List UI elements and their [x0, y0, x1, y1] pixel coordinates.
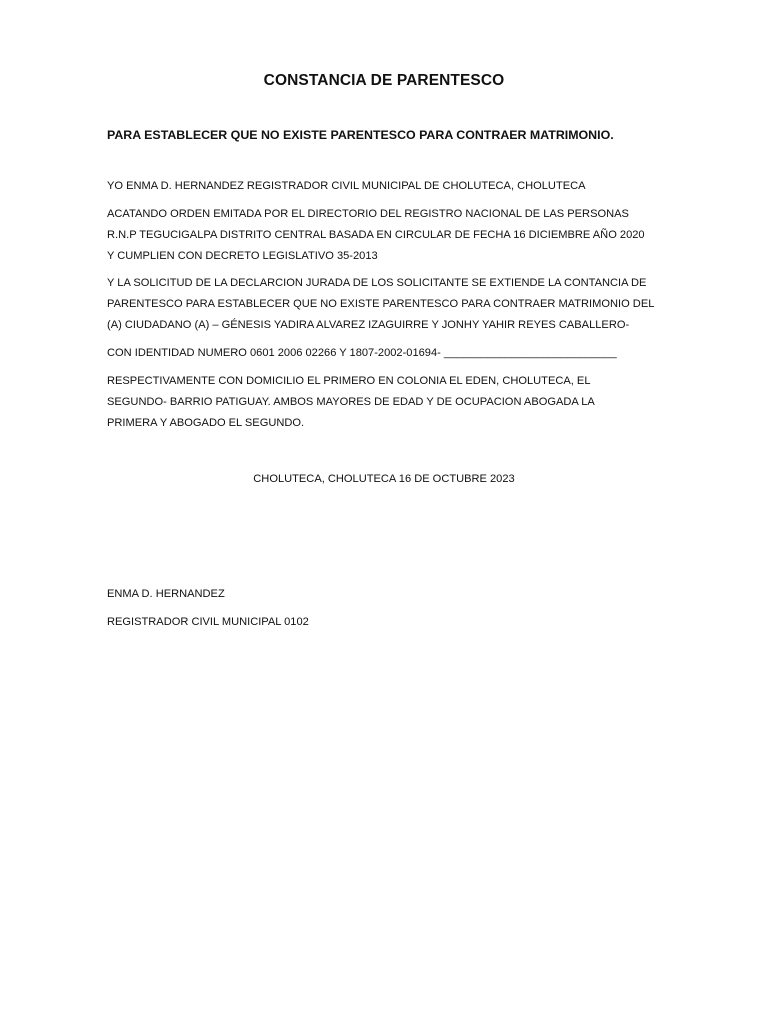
paragraph-line: CON IDENTIDAD NUMERO 0601 2006 02266 Y 1807-2002-01694- ____________________________ [107, 347, 617, 359]
paragraph-line: ACATANDO ORDEN EMITADA POR EL DIRECTORIO DEL REGISTRO NACIONAL DE LAS PERSONAS [107, 208, 629, 220]
paragraph-request [107, 273, 677, 336]
paragraph-domicile [107, 371, 677, 434]
paragraph-line: Y LA SOLICITUD DE LA DECLARCION JURADA DE LOS SOLICITANTE SE EXTIENDE LA CONTANCIA DE [107, 277, 647, 289]
paragraph-identity [107, 343, 677, 364]
paragraph-line: PARENTESCO PARA ESTABLECER QUE NO EXISTE PARENTESCO PARA CONTRAER MATRIMONIO DEL [107, 298, 655, 310]
paragraph-order [107, 204, 677, 267]
paragraph-line: RESPECTIVAMENTE CON DOMICILIO EL PRIMERO EN COLONIA EL EDEN, CHOLUTECA, EL [107, 375, 591, 387]
paragraph-line: (A) CIUDADANO (A) – GÉNESIS YADIRA ALVAREZ IZAGUIRRE Y JONHY YAHIR REYES CABALLERO- [107, 319, 630, 331]
document-subtitle: PARA ESTABLECER QUE NO EXISTE PARENTESCO PARA CONTRAER MATRIMONIO. [107, 128, 614, 142]
paragraph-line: PRIMERA Y ABOGADO EL SEGUNDO. [107, 417, 305, 429]
signatory-title: REGISTRADOR CIVIL MUNICIPAL 0102 [107, 616, 309, 628]
signatory-name: ENMA D. HERNANDEZ [107, 588, 225, 600]
paragraph-line: R.N.P TEGUCIGALPA DISTRITO CENTRAL BASADA EN CIRCULAR DE FECHA 16 DICIEMBRE AÑO 2020 [107, 229, 645, 241]
paragraph-line: Y CUMPLIEN CON DECRETO LEGISLATIVO 35-2013 [107, 250, 378, 262]
document-title: CONSTANCIA DE PARENTESCO [263, 72, 505, 89]
paragraph-line: SEGUNDO- BARRIO PATIGUAY. AMBOS MAYORES DE EDAD Y DE OCUPACION ABOGADA LA [107, 396, 595, 408]
place-date: CHOLUTECA, CHOLUTECA 16 DE OCTUBRE 2023 [253, 473, 515, 485]
paragraph-line: YO ENMA D. HERNANDEZ REGISTRADOR CIVIL MUNICIPAL DE CHOLUTECA, CHOLUTECA [107, 180, 586, 192]
paragraph-registrar [107, 176, 677, 197]
